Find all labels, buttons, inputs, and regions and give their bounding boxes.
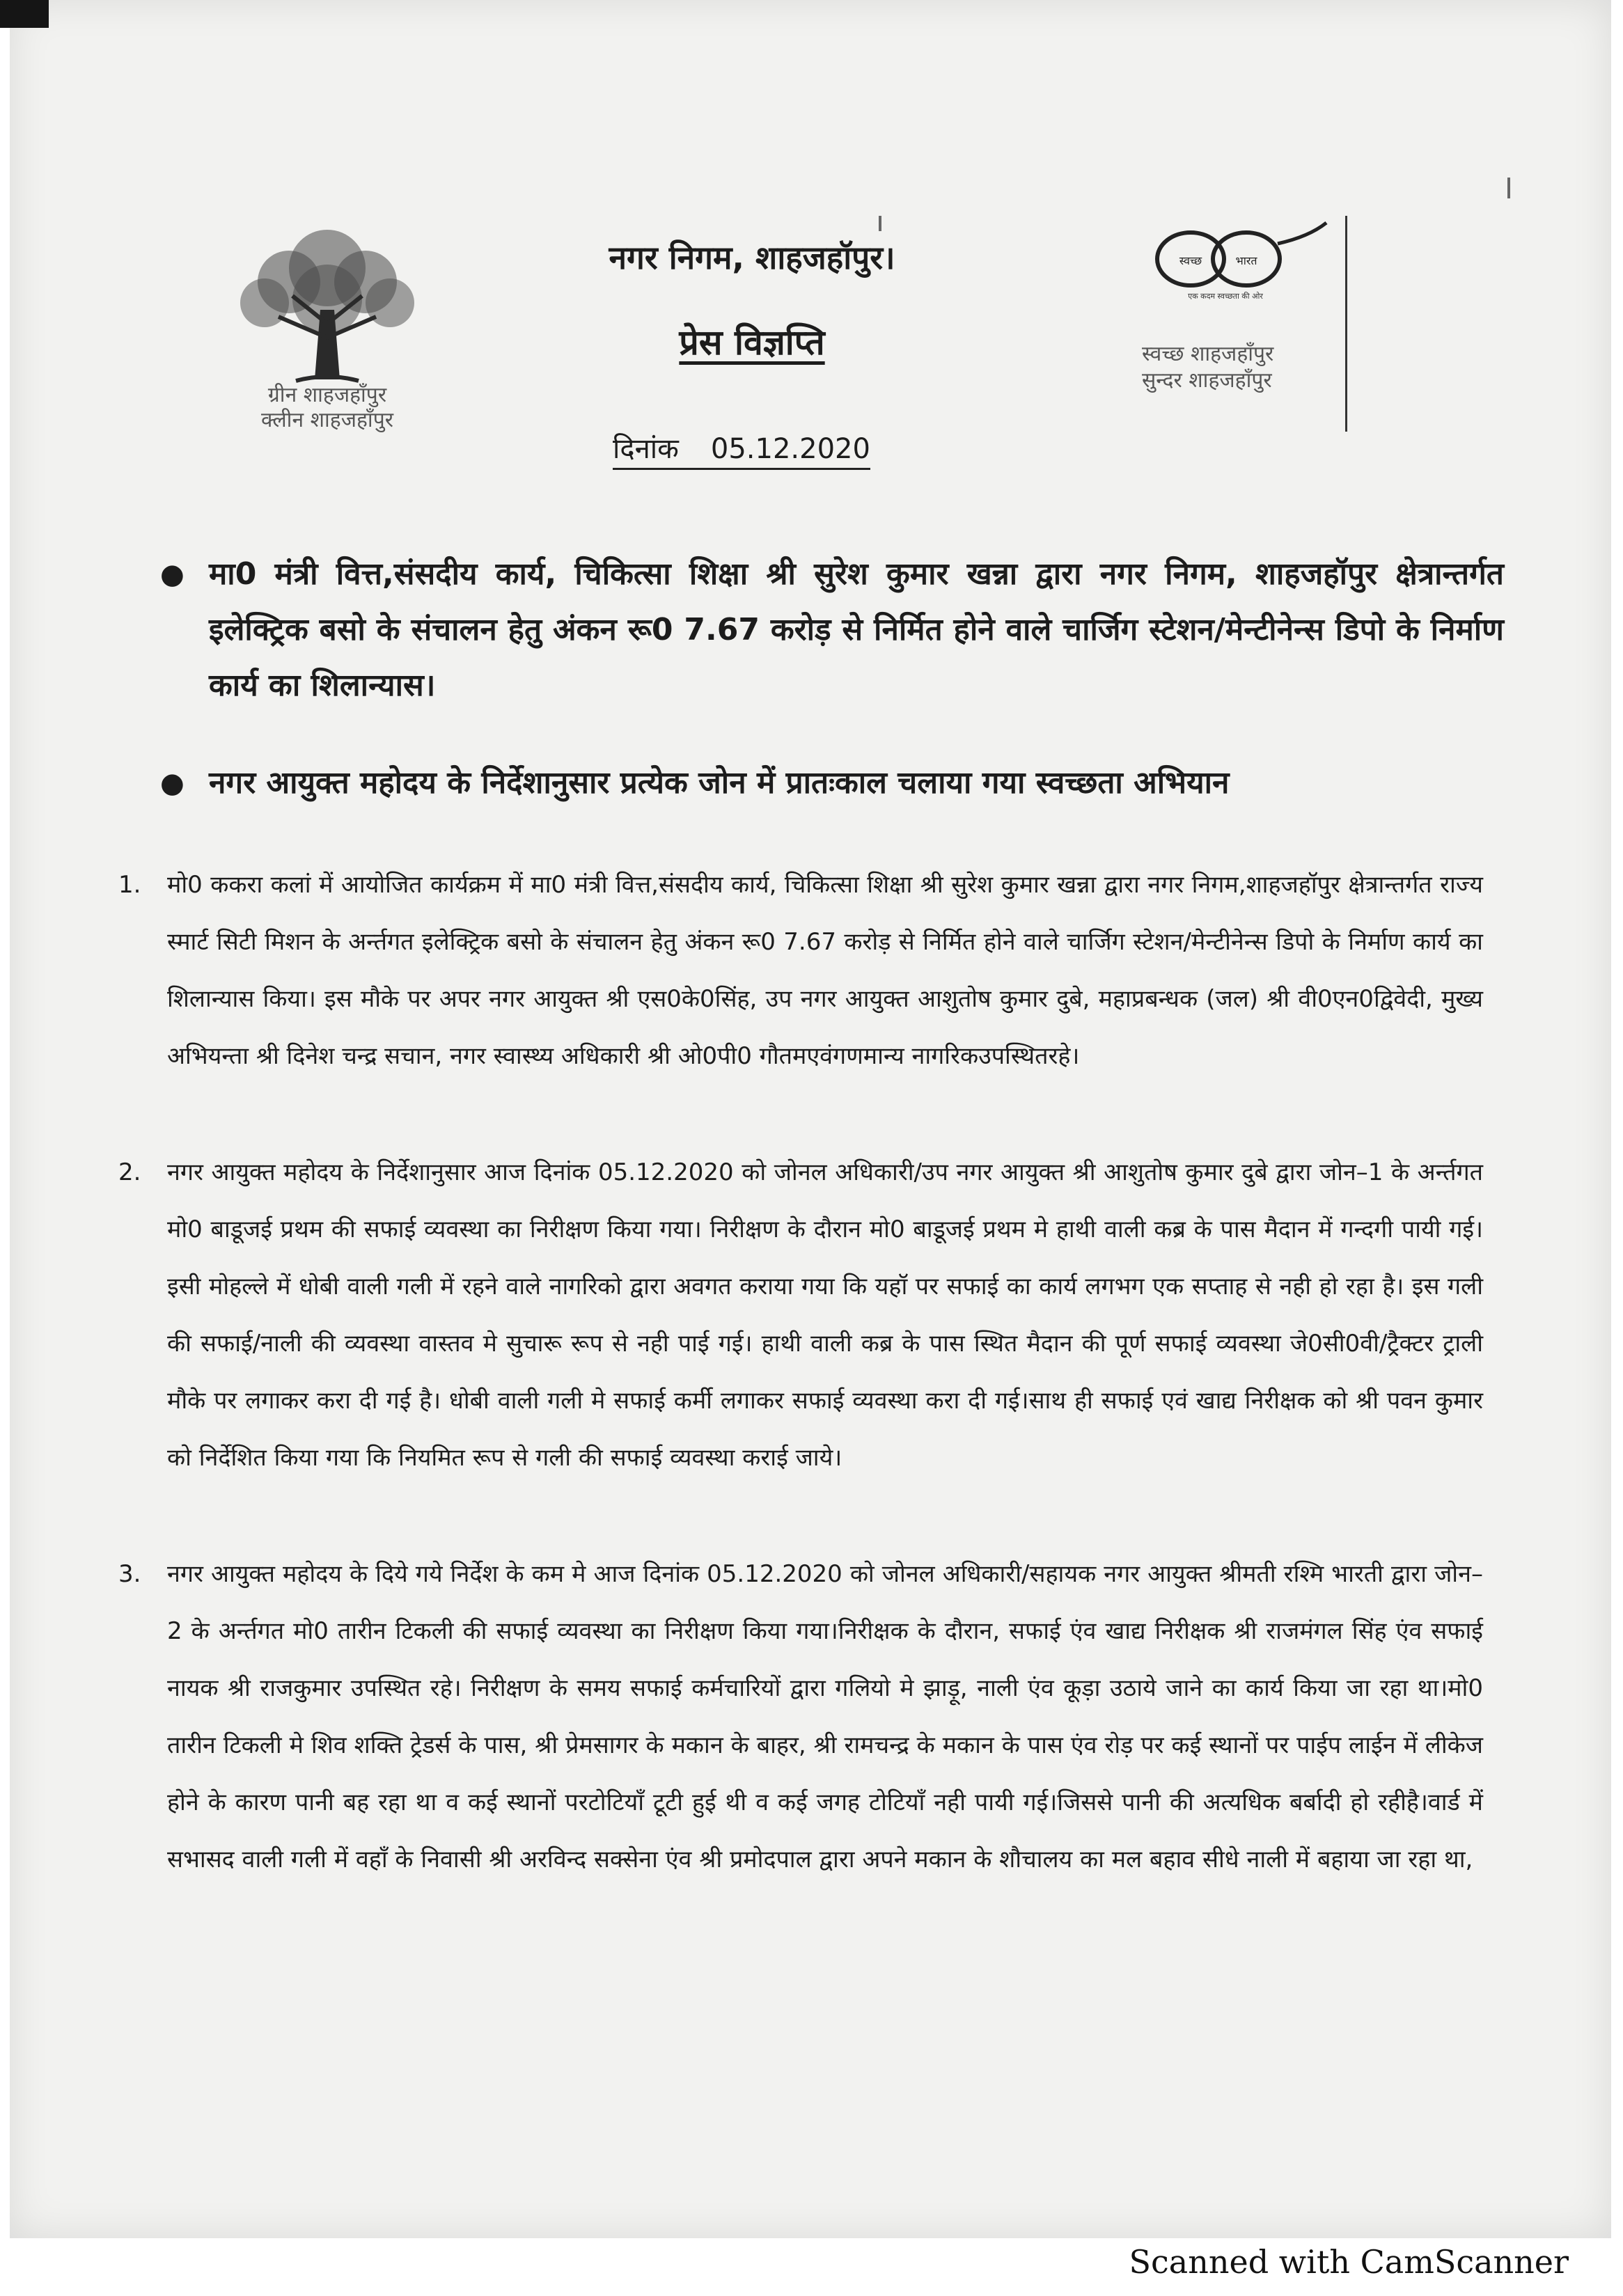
bullet-text: मा0 मंत्री वित्त,संसदीय कार्य, चिकित्सा शिक्षा श्री सुरेश कुमार खन्ना द्वारा नगर निगम, शाहजहॉपुर क्षेत्रान्तर्गत इलेक्ट्रिक बसो के संचालन हेतु अंकन रू0 7.67 करोड़ से निर्मित होने वाले चार्जिग स्टेशन/मेन्टीनेन्स डिपो के निर्माण कार्य का शिलान्यास। [209,556,1504,703]
glasses-left-word: स्वच्छ [1179,254,1202,267]
bullet-text: नगर आयुक्त महोदय के निर्देशानुसार प्रत्येक जोन में प्रातःकाल चलाया गया स्वच्छता अभियान [209,765,1230,801]
paragraph-number: 3. [118,1560,141,1588]
swachh-bharat-logo [1142,216,1358,432]
logo-caption-line: स्वच्छ शाहजहाँपुर [1142,342,1274,366]
paragraph-text: नगर आयुक्त महोदय के निर्देशानुसार आज दिनांक 05.12.2020 को जोनल अधिकारी/उप नगर आयुक्त श्री आशुतोष कुमार दुबे द्वारा जोन–1 के अर्न्तगत मो0 बाडूजई प्रथम की सफाई व्यवस्था का निरीक्षण किया गया। निरीक्षण के दौरान मो0 बाडूजई प्रथम मे हाथी वाली कब्र के पास मैदान में गन्दगी पायी गई। इसी मोहल्ले में धोबी वाली गली में रहने वाले नागरिको द्वारा अवगत कराया गया कि यहॉ पर सफाई का कार्य लगभग एक सप्ताह से नही हो रहा है। इस गली की सफाई/नाली की व्यवस्था वास्तव मे सुचारू रूप से नही पाई गई। हाथी वाली कब्र के पास स्थित मैदान की पूर्ण सफाई व्यवस्था जे0सी0वी/ट्रैक्टर ट्राली मौके पर लगाकर करा दी गई है। धोबी वाली गली मे सफाई कर्मी लगाकर सफाई व्यवस्था करा दी गई।साथ ही सफाई एवं खाद्य निरीक्षक को श्री पवन कुमार को निर्देशित किया गया कि नियमित रूप से गली की सफाई व्यवस्था कराई जाये। [167,1158,1483,1472]
letterhead-title [529,237,1030,365]
logo-caption-line: सुन्दर शाहजहाँपुर [1142,368,1272,393]
camscanner-watermark: Scanned with CamScanner [1129,2243,1569,2281]
paragraph-number: 1. [118,871,141,899]
date-label: दिनांक [613,433,679,465]
bullet-icon: ● [160,767,185,799]
bullet-item [160,755,1504,811]
document-type: प्रेस विज्ञप्ति [679,322,825,363]
paragraph-text: मो0 ककरा कलां में आयोजित कार्यक्रम में मा0 मंत्री वित्त,संसदीय कार्य, चिकित्सा शिक्षा श्री सुरेश कुमार खन्ना द्वारा नगर निगम,शाहजहॉपुर क्षेत्रान्तर्गत राज्य स्मार्ट सिटी मिशन के अर्न्तगत इलेक्ट्रिक बसो के संचालन हेतु अंकन रू0 7.67 करोड़ से निर्मित होने वाले चार्जिग स्टेशन/मेन्टीनेन्स डिपो के निर्माण कार्य का शिलान्यास किया। इस मौके पर अपर नगर आयुक्त श्री एस0के0सिंह, उप नगर आयुक्त आशुतोष कुमार दुबे, महाप्रबन्धक (जल) श्री वी0एन0द्विवेदी, मुख्य अभियन्ता श्री दिनेश चन्द्र सचान, नगर स्वास्थ्य अधिकारी श्री ओ0पी0 गौतमएवंगणमान्य नागरिकउपस्थितरहे। [167,871,1483,1070]
numbered-paragraphs [118,856,1483,1888]
logo-tagline: एक कदम स्वच्छता की ओर [1188,292,1263,301]
logo-caption-line: ग्रीन शाहजहाँपुर [267,383,387,407]
date-value: 05.12.2020 [710,433,870,465]
gandhi-glasses-icon [1142,216,1344,292]
paragraph-item [118,856,1483,1085]
tree-icon [223,226,432,393]
stray-mark [1507,178,1510,198]
bullet-icon: ● [160,558,185,590]
paragraph-item [118,1144,1483,1486]
headline-bullets [160,547,1504,811]
paragraph-number: 2. [118,1158,141,1186]
paragraph-text: नगर आयुक्त महोदय के दिये गये निर्देश के कम मे आज दिनांक 05.12.2020 को जोनल अधिकारी/सहायक नगर आयुक्त श्रीमती रश्मि भारती द्वारा जोन–2 के अर्न्तगत मो0 तारीन टिकली की सफाई व्यवस्था का निरीक्षण किया गया।निरीक्षक के दौरान, सफाई एंव खाद्य निरीक्षक श्री राजमंगल सिंह एंव सफाई नायक श्री राजकुमार उपस्थित रहे। निरीक्षण के समय सफाई कर्मचारियों द्वारा गलियो मे झाड़ू, नाली एंव कूड़ा उठाये जाने का कार्य किया जा रहा था।मो0 तारीन टिकली मे शिव शक्ति ट्रेडर्स के पास, श्री प्रेमसागर के मकान के बाहर, श्री रामचन्द्र के मकान के पास एंव रोड़ पर कई स्थानों पर पाईप लाईन में लीकेज होने के कारण पानी बह रहा था व कई स्थानों परटोटियाँ टूटी हुई थी व कई जगह टोटियाँ नही पायी गई।जिससे पानी की अत्यधिक बर्बादी हो रहीहै।वार्ड में सभासद वाली गली में वहाँ के निवासी श्री अरविन्द सक्सेना एंव श्री प्रमोदपाल द्वारा अपने मकान के शौचालय का मल बहाव सीधे नाली में बहाया जा रहा था, [167,1560,1483,1873]
org-name: नगर निगम, शाहजहॉपुर। [609,239,895,276]
scan-corner-mark [0,0,49,28]
document-date [613,432,870,470]
paragraph-item [118,1546,1483,1888]
green-shahjahanpur-logo [209,226,446,456]
glasses-right-word: भारत [1235,254,1257,267]
bullet-item [160,547,1504,714]
logo-caption-line: क्लीन शाहजहाँपुर [260,408,394,432]
logo-divider [1345,216,1347,432]
stray-mark [879,216,881,231]
